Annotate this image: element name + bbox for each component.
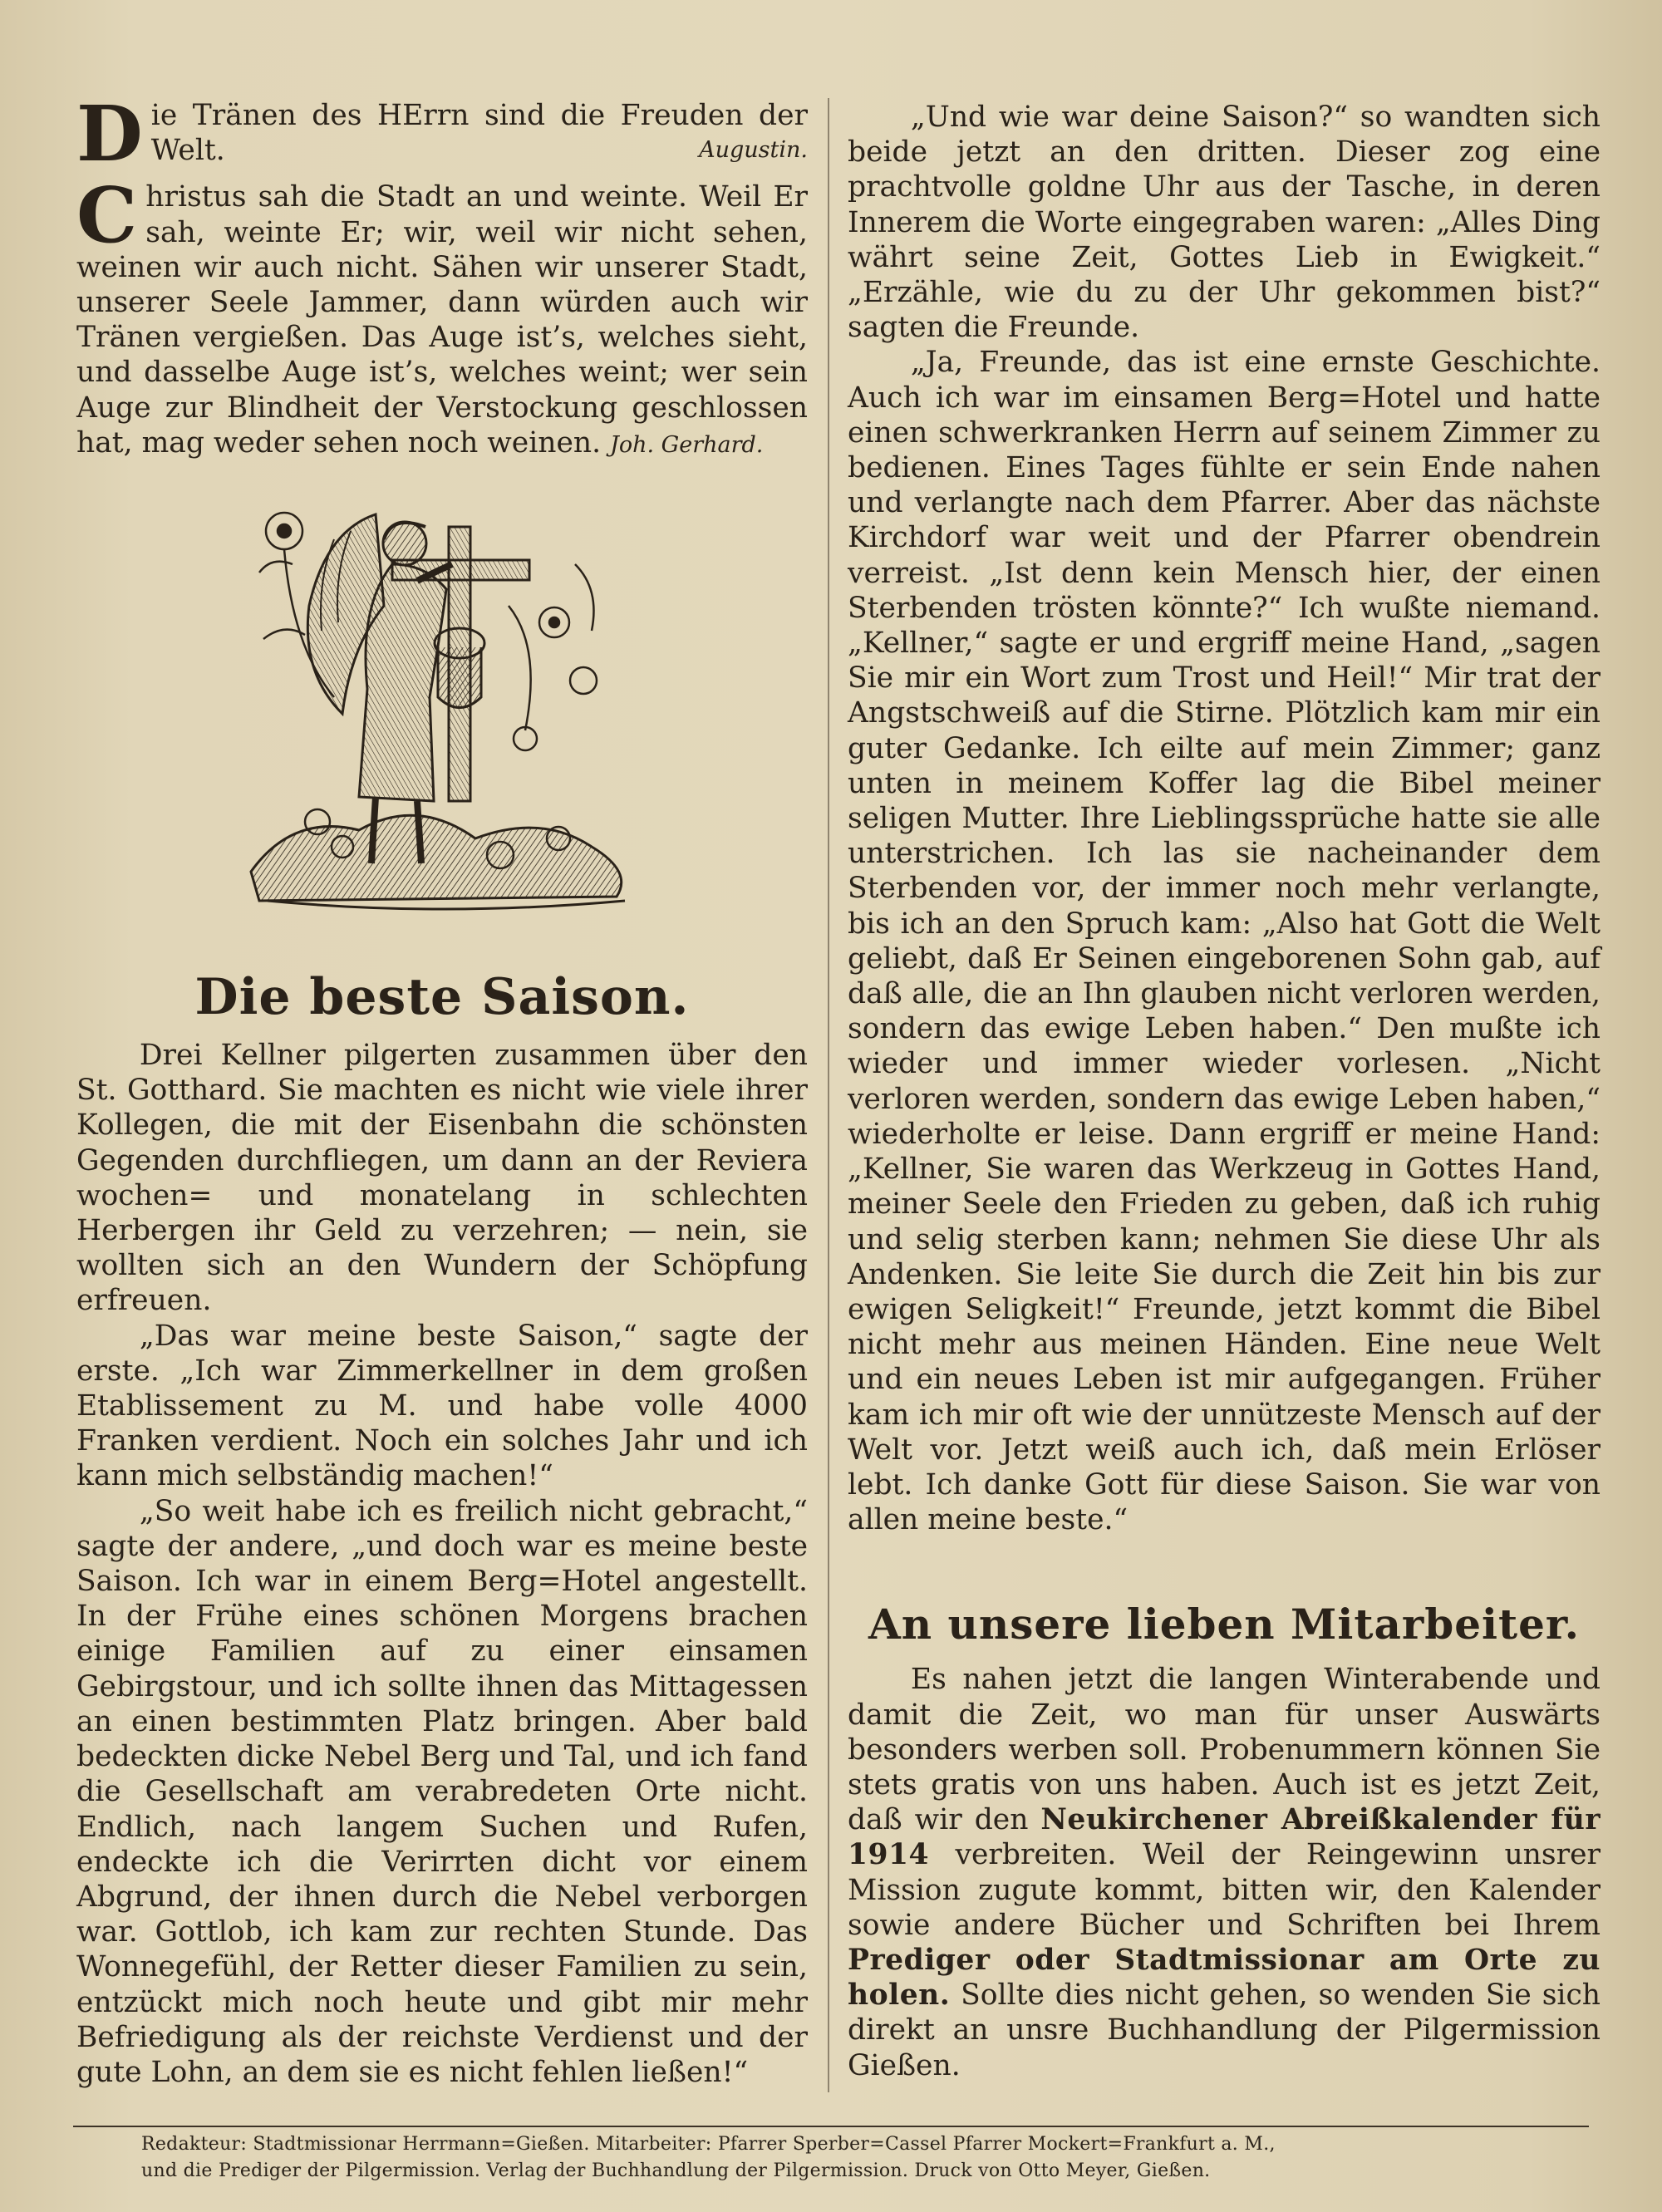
left-column (76, 89, 808, 2090)
imprint-line-2: und die Prediger der Pilgermission. Verlag der Buchhandlung der Pilgermission. Druck von Otto Meyer, Gießen. (141, 2160, 1211, 2181)
article2-text-after: Sollte dies nicht gehen, so wenden Sie sich direkt an unsre Buchhandlung der Pilgermission Gießen. (848, 1979, 1601, 2082)
dropcap-c: C (76, 170, 138, 261)
woodcut-weeping-figure-at-cross-icon (226, 481, 658, 922)
article2-text-middle: verbreiten. Weil der Reingewinn unsrer Mission zugute kommt, bitten wir, den Kalender sowie andere Bücher und Schriften bei Ihrem (848, 1838, 1601, 1942)
quote-gerhard-author: Joh. Gerhard. (610, 431, 764, 458)
article2-calendar-title: Neukirchener Abreißkalender für 1914 (848, 1803, 1601, 1872)
dropcap-d: D (76, 89, 143, 179)
article2-text-before: Es nahen jetzt die langen Winterabende und damit die Zeit, wo man für unser Auswärts besonders werben soll. Probenummern können Sie stets gratis von uns haben. Auch ist es jetzt Zeit, daß wir den (848, 1663, 1601, 1837)
article1-paragraph: Drei Kellner pilgerten zusammen über den St. Gotthard. Sie machten es nicht wie viele ihrer Kollegen, die mit der Eisenbahn die schönsten Gegenden durchfliegen, um dann an der Reviera wochen= und monatelang in schlechten Herbergen ihr Geld zu verzehren; — nein, sie wollten sich an den Wundern der Schöpfung erfreuen. (76, 1039, 808, 1318)
quote-augustin-author: Augustin. (699, 137, 808, 164)
column-divider (828, 98, 829, 2092)
quote-gerhard (76, 170, 808, 463)
article1-paragraph: „So weit habe ich es freilich nicht gebracht,“ sagte der andere, „und doch war es meine beste Saison. Ich war in einem Berg=Hotel angestellt. In der Frühe eines schönen Morgens brachen einige Familien auf zu einer einsamen Gebirgstour, und ich sollte ihnen das Mittagessen an einen bestimmten Platz bringen. Aber bald bedeckten dicke Nebel Berg und Tal, und ich fand die Gesellschaft am verabredeten Orte nicht. Endlich, nach langem Suchen und Rufen, endeckte ich die Verirrten dicht vor einem Abgrund, der ihnen durch die Nebel verborgen war. Gottlob, ich kam zur rechten Stunde. Das Wonnegefühl, der Retter dieser Familien zu sein, entzückt mich noch heute und gibt mir mehr Befriedigung als der reichste Verdienst und der gute Lohn, an dem sie es nicht fehlen ließen!“ (76, 1494, 808, 2089)
article1-paragraph: „Das war meine beste Saison,“ sagte der erste. „Ich war Zimmerkellner in dem großen Etablissement zu M. und habe volle 4000 Franken verdient. Noch ein solches Jahr und ich kann mich selbständig machen!“ (76, 1319, 808, 1493)
article2-body (848, 1662, 1601, 2082)
quote-augustin (76, 89, 808, 179)
article2-title: An unsere lieben Mitarbeiter. (868, 1600, 1581, 1649)
imprint-line-1: Redakteur: Stadtmissionar Herrmann=Gießen. Mitarbeiter: Pfarrer Sperber=Cassel Pfarrer Mockert=Frankfurt a. M., (141, 2134, 1276, 2155)
article2-pickup-note: Prediger oder Stadtmissionar am Orte zu holen. (848, 1943, 1601, 2013)
right-column (848, 100, 1601, 2083)
imprint-footer (141, 2131, 1554, 2185)
article1-paragraph: „Und wie war deine Saison?“ so wandten sich beide jetzt an den dritten. Dieser zog eine prachtvolle goldne Uhr aus der Tasche, in deren Innerem die Worte eingegraben waren: „Alles Ding währt seine Zeit, Gottes Lieb in Ewigkeit.“ „Erzähle, wie du zu der Uhr gekommen bist?“ sagten die Freunde. (848, 101, 1601, 345)
quote-gerhard-text: hristus sah die Stadt an und weinte. Weil Er sah, weinte Er; wir, weil wir nicht sehen, weinen wir auch nicht. Sähen wir unserer Stadt, unserer Seele Jammer, dann würden auch wir Tränen vergießen. Das Auge ist’s, welches sieht, und dasselbe Auge ist’s, welches weint; wer sein Auge zur Blindheit der Verstockung geschlossen hat, mag weder sehen noch weinen. (76, 180, 808, 460)
article1-title: Die beste Saison. (194, 968, 690, 1027)
article1-paragraph: „Ja, Freunde, das ist eine ernste Geschichte. Auch ich war im einsamen Berg=Hotel und hatte einen schwerkranken Herrn auf seinem Zimmer zu bedienen. Eines Tages fühlte er sein Ende nahen und verlangte nach dem Pfarrer. Aber das nächste Kirchdorf war weit und der Pfarrer obendrein verreist. „Ist denn kein Mensch hier, der einen Sterbenden trösten könnte?“ Ich wußte niemand. „Kellner,“ sagte er und ergriff meine Hand, „sagen Sie mir ein Wort zum Trost und Heil!“ Mir trat der Angstschweiß auf die Stirne. Plötzlich kam mir ein guter Gedanke. Ich eilte auf mein Zimmer; ganz unten in meinem Koffer lag die Bibel meiner seligen Mutter. Ihre Lieblingssprüche hatte sie alle unterstrichen. Ich las sie nacheinander dem Sterbenden vor, der immer noch mehr verlangte, bis ich an den Spruch kam: „Also hat Gott die Welt geliebt, daß Er Seinen eingeborenen Sohn gab, auf daß alle, die an Ihn glauben nicht verloren werden, sondern das ewige Leben haben.“ Den mußte ich wieder und immer wieder vorlesen. „Nicht verloren werden, sondern das ewige Leben haben,“ wiederholte er leise. Dann ergriff er meine Hand: „Kellner, Sie waren das Werkzeug in Gottes Hand, meiner Seele den Frieden zu geben, daß ich ruhig und selig sterben kann; nehmen Sie diese Uhr als Andenken. Sie leite Sie durch die Zeit hin bis zur ewigen Seligkeit!“ Freunde, jetzt kommt die Bibel nicht mehr aus meinen Händen. Eine neue Welt und ein neues Leben ist mir aufgegangen. Früher kam ich mir oft wie der unnützeste Mensch auf der Welt vor. Jetzt weiß auch ich, daß mein Erlöser lebt. Ich danke Gott für diese Saison. Sie war von allen meine beste.“ (848, 346, 1601, 1537)
quote-augustin-text: ie Tränen des HErrn sind die Freuden der Welt. (150, 99, 808, 168)
footer-rule (73, 2126, 1589, 2127)
